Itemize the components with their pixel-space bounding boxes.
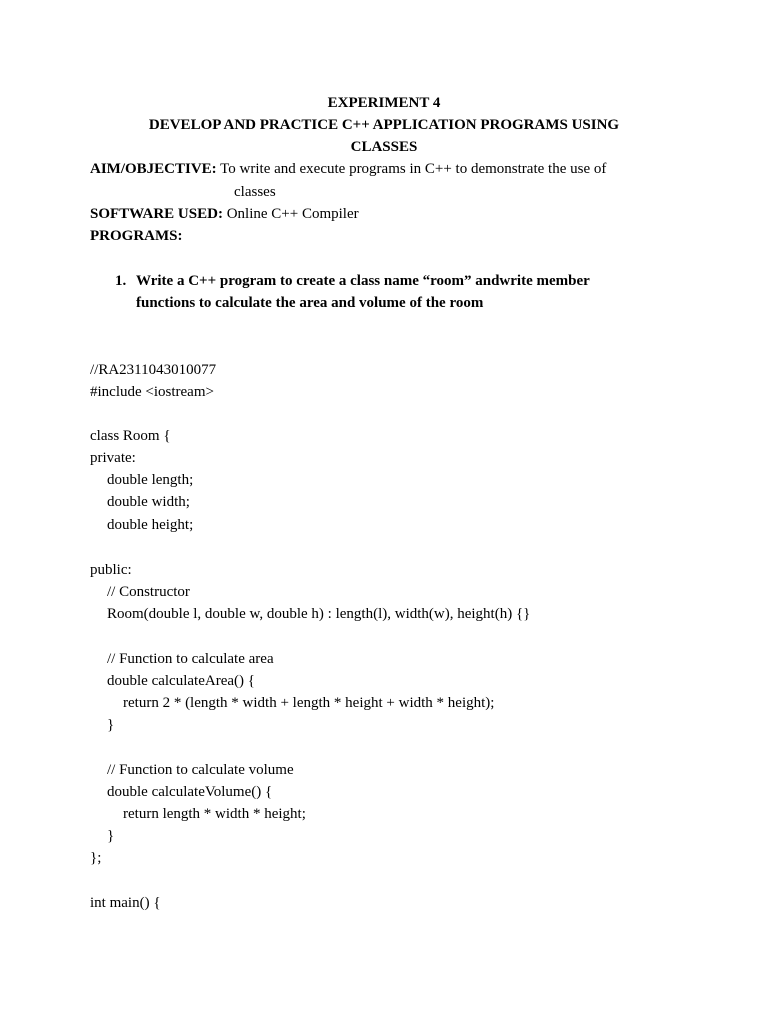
code-line: double length; (107, 472, 194, 488)
code-line: int main() { (90, 895, 161, 911)
code-line: //RA2311043010077 (90, 362, 217, 378)
code-line: double calculateArea() { (107, 673, 255, 689)
software-text: Online C++ Compiler (226, 206, 359, 222)
software-label: SOFTWARE USED: (90, 206, 223, 222)
title-line-2: CLASSES (350, 139, 418, 155)
code-line: // Function to calculate area (107, 651, 274, 667)
aim-text-line2: classes (234, 184, 276, 200)
aim-row (90, 158, 606, 180)
code-line: private: (90, 450, 136, 466)
experiment-heading: EXPERIMENT 4 (327, 95, 441, 111)
code-line: return 2 * (length * width + length * height + width * height); (123, 695, 495, 711)
code-line: } (107, 717, 115, 733)
code-line: return length * width * height; (123, 806, 306, 822)
code-line: public: (90, 562, 132, 578)
aim-label: AIM/OBJECTIVE: (90, 161, 217, 177)
code-line: #include <iostream> (90, 384, 214, 400)
aim-text-line1: To write and execute programs in C++ to demonstrate the use of (220, 161, 607, 177)
code-line: double width; (107, 494, 190, 510)
code-line: } (107, 828, 115, 844)
code-line: double calculateVolume() { (107, 784, 273, 800)
title-line-1: DEVELOP AND PRACTICE C++ APPLICATION PROGRAMS USING (148, 117, 620, 133)
question-line-2: functions to calculate the area and volume of the room (136, 295, 484, 311)
code-line: // Function to calculate volume (107, 762, 294, 778)
code-line: double height; (107, 517, 194, 533)
code-line: Room(double l, double w, double h) : length(l), width(w), height(h) {} (107, 606, 531, 622)
question-line-1: Write a C++ program to create a class name “room” andwrite member (136, 273, 590, 289)
code-line: }; (90, 850, 102, 866)
question-number: 1. (115, 273, 127, 289)
code-line: class Room { (90, 428, 171, 444)
code-line: // Constructor (107, 584, 190, 600)
programs-label: PROGRAMS: (90, 228, 183, 244)
software-row (90, 203, 359, 225)
